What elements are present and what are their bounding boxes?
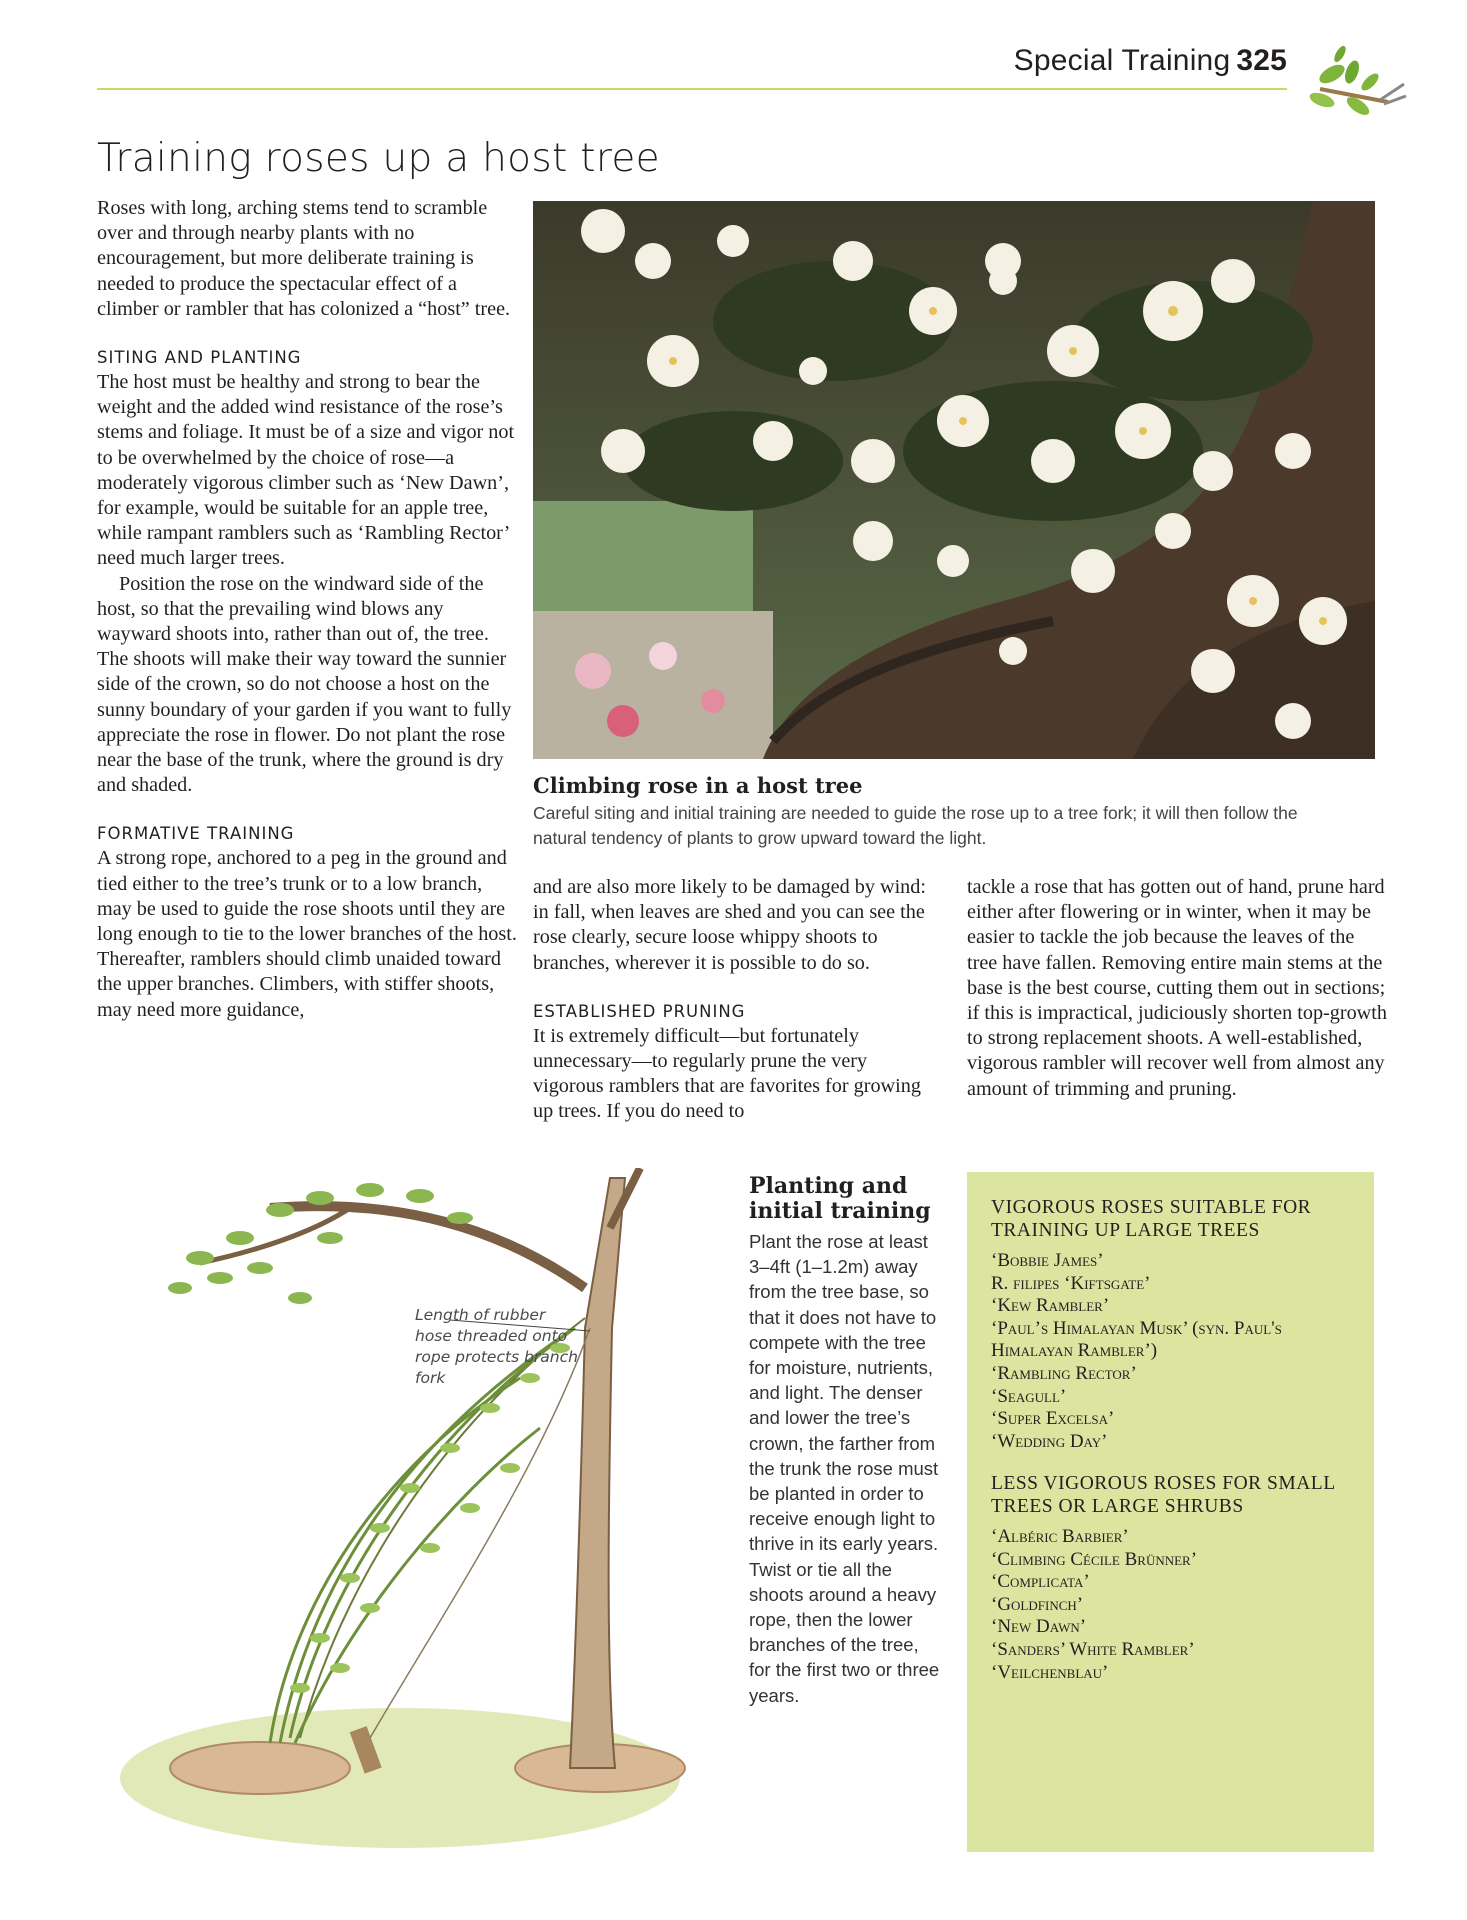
photo-caption-text: Careful siting and initial training are needed to guide the rose up to a tree fork; it will then follow the natural tendency of plants to grow upward toward the light. <box>533 803 1298 848</box>
column-2-continued: and are also more likely to be damaged by wind: in fall, when leaves are shed and you can see the rose clearly, secure loose whippy shoots to branches, wherever it is possible to do so. <box>533 876 926 974</box>
photo-caption-title: Climbing rose in a host tree <box>533 773 863 798</box>
siting-paragraph-2: Position the rose on the windward side of the host, so that the prevailing wind blows any wayward shoots into, rather than out of, the tree. The shoots will make their way toward the sunnier side of the crown, so do not choose a host on the sunny boundary of your garden if you want to fully appreciate the rose in flower. Do not plant the rose near the base of the trunk, where the ground is dry and shaded. <box>97 572 512 797</box>
less-vigorous-roses-heading: LESS VIGOROUS ROSES FOR SMALL TREES OR LARGE SHRUBS <box>991 1473 1335 1517</box>
page-number: 325 <box>1236 44 1287 77</box>
rose-variety-item: ‘Albéric Barbier’ <box>991 1526 1129 1547</box>
planting-box-title: Planting and initial training <box>749 1173 931 1224</box>
column-3-continued: tackle a rose that has gotten out of hand, prune hard either after flowering or in winter, when it may be easier to tackle the job because the leaves of the tree have fallen. Removing entire main stems at the base is the best course, cutting them out in sections; if this is impractical, judiciously shorten top-growth to strong replacement shoots. A well-established, vigorous rambler will recover well from almost any amount of trimming and pruning. <box>967 876 1387 1100</box>
rose-variety-item: ‘Veilchenblau’ <box>991 1661 1109 1683</box>
pruning-paragraph: It is extremely difficult—but fortunately unnecessary—to regularly prune the very vigorous ramblers that are favorites for growing up trees. If you do need to <box>533 1024 921 1123</box>
header-rule <box>97 88 1287 90</box>
rose-varieties-sidebar <box>967 1172 1374 1852</box>
rose-variety-item: ‘Bobbie James’ <box>991 1250 1104 1271</box>
running-head <box>1014 44 1287 78</box>
column-2 <box>533 875 933 1125</box>
climbing-rose-photo <box>533 201 1375 759</box>
rose-variety-item: ‘Wedding Day’ <box>991 1430 1108 1452</box>
rose-variety-item: ‘Goldfinch’ <box>991 1593 1084 1615</box>
leaf-sprig-icon <box>1300 34 1410 124</box>
siting-heading: SITING AND PLANTING <box>97 348 302 368</box>
section-title: Special Training <box>1013 44 1231 77</box>
rose-variety-item: R. filipes ‘Kiftsgate’ <box>991 1272 1151 1294</box>
pruning-heading: ESTABLISHED PRUNING <box>533 1001 746 1021</box>
intro-paragraph: Roses with long, arching stems tend to scramble over and through nearby plants with no encouragement, but more deliberate training is needed to produce the spectacular effect of a climber or rambler that has colonized a “host” tree. <box>97 197 511 320</box>
vigorous-roses-heading: VIGOROUS ROSES SUITABLE FOR TRAINING UP LARGE TREES <box>991 1197 1312 1241</box>
column-3 <box>967 875 1387 1102</box>
rose-variety-item: ‘Paul’s Himalayan Musk’ (syn. Paul's Himalayan Rambler’) <box>991 1317 1282 1362</box>
rose-variety-item: ‘Kew Rambler’ <box>991 1295 1110 1317</box>
rose-variety-item: ‘Rambling Rector’ <box>991 1362 1137 1384</box>
rose-variety-item: ‘Climbing Cécile Brünner’ <box>991 1548 1198 1570</box>
tree-training-illustration <box>120 1168 740 1868</box>
rose-variety-item: ‘Complicata’ <box>991 1571 1090 1593</box>
formative-paragraph: A strong rope, anchored to a peg in the ground and tied either to the tree’s trunk or to a low branch, may be used to guide the rose shoots until they are long enough to tie to the lower branches of the host. Thereafter, ramblers should climb unaided toward the upper branches. Climbers, with stiffer shoots, may need more guidance, <box>97 847 517 1021</box>
siting-paragraph-1: The host must be healthy and strong to bear the weight and the added wind resistance of the rose’s stems and foliage. It must be of a size and vigor not to be overwhelmed by the choice of rose—a moderately vigorous climber such as ‘New Dawn’, for example, would be suitable for an apple tree, while rampant ramblers such as ‘Rambling Rector’ need much larger trees. <box>97 371 515 570</box>
page-title: Training roses up a host tree <box>97 136 660 181</box>
formative-heading: FORMATIVE TRAINING <box>97 824 295 844</box>
rose-variety-item: ‘Super Excelsa’ <box>991 1408 1115 1430</box>
hose-annotation-label: Length of rubber hose threaded onto rope protects branch fork <box>415 1306 578 1387</box>
planting-box-text: Plant the rose at least 3–4ft (1–1.2m) away from the tree base, so that it does not have to compete with the tree for moisture, nutrients, and light. The denser and lower the tree’s crown, the farther from the trunk the rose must be planted in order to receive enough light to thrive in its early years. Twist or tie all the shoots around a heavy rope, then the lower branches of the tree, for the first two or three years. <box>749 1231 940 1706</box>
rose-variety-item: ‘New Dawn’ <box>991 1616 1087 1638</box>
column-1 <box>97 196 517 1023</box>
rose-variety-item: ‘Sanders’ White Rambler’ <box>991 1638 1195 1660</box>
less-vigorous-roses-list <box>991 1526 1361 1684</box>
rose-variety-item: ‘Seagull’ <box>991 1385 1067 1407</box>
vigorous-roses-list <box>991 1250 1361 1453</box>
